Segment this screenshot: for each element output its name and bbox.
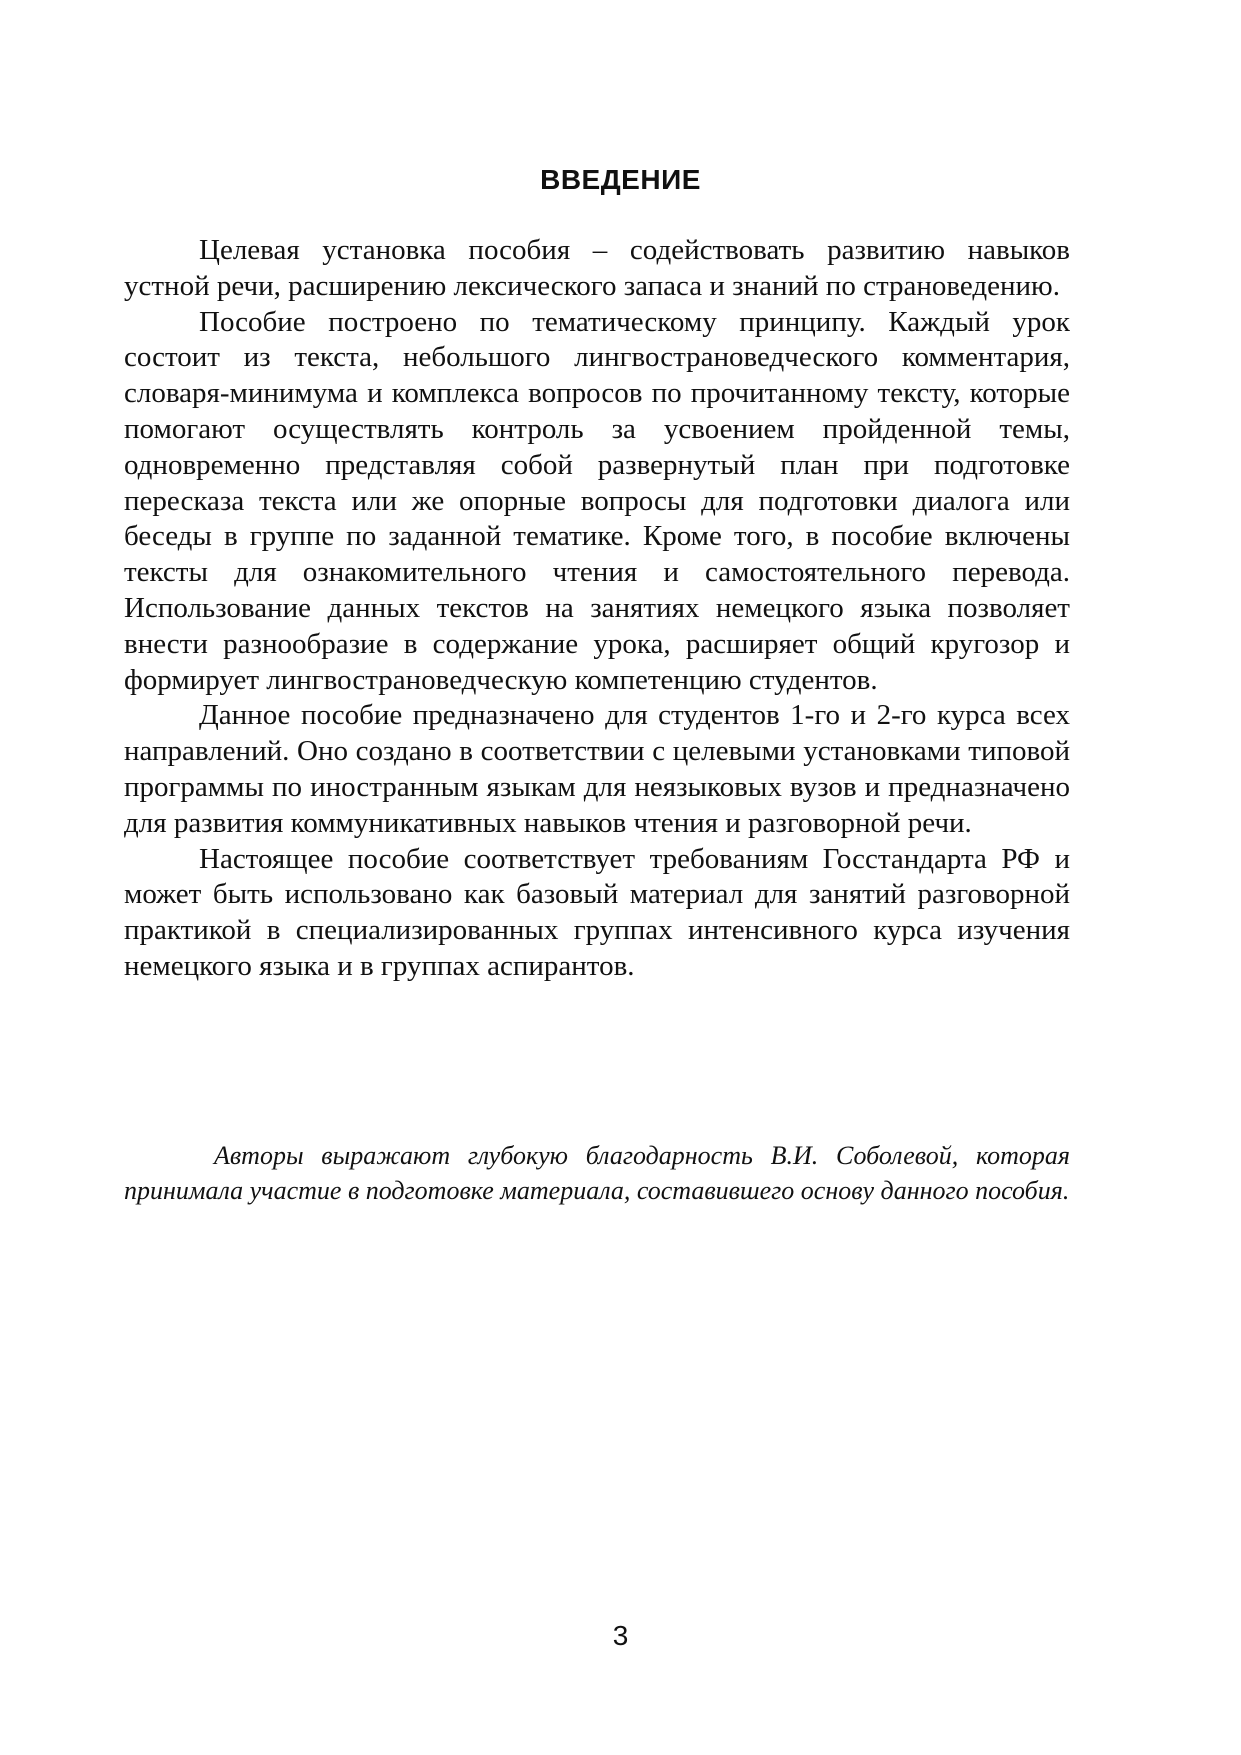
paragraph-structure: Пособие построено по тематическому принципу. Каждый урок состоит из текста, небольшого лингвострановедческого комментария, словаря-минимума и комплекса вопросов по прочитанному тексту, которые помогают осуществлять контроль за усвоением пройденной темы, одновременно представляя собой развернутый план при подготовке пересказа текста или же опорные вопросы для подготовки диалога или беседы в группе по заданной тематике. Кроме того, в пособие включены тексты для ознакомительного чтения и самостоятельного перевода. Использование данных текстов на занятиях немецкого языка позволяет внести разнообразие в содержание урока, расширяет общий кругозор и формирует лингвострановедческую компетенцию студентов. — [124, 305, 1070, 696]
body-text — [124, 233, 1070, 985]
paragraph-standards: Настоящее пособие соответствует требованиям Госстандарта РФ и может быть использовано как базовый материал для занятий разговорной практикой в специализированных группах интенсивного курса изучения немецкого языка и в группах аспирантов. — [124, 842, 1070, 982]
acknowledgement: Авторы выражают глубокую благодарность В.И. Соболевой, которая принимала участие в подготовке материала, составившего основу данного пособия. — [124, 1141, 1070, 1205]
paragraph-purpose: Целевая установка пособия – содействовать развитию навыков устной речи, расширению лексического запаса и знаний по страноведению. — [124, 234, 1070, 302]
page-number: 3 — [612, 1620, 629, 1651]
paragraph-audience: Данное пособие предназначено для студентов 1-го и 2-го курса всех направлений. Оно создано в соответствии с целевыми установками типовой программы по иностранным языкам для неязыковых вузов и предназначено для развития коммуникативных навыков чтения и разговорной речи. — [124, 699, 1070, 839]
page-title: ВВЕДЕНИЕ — [540, 164, 701, 195]
